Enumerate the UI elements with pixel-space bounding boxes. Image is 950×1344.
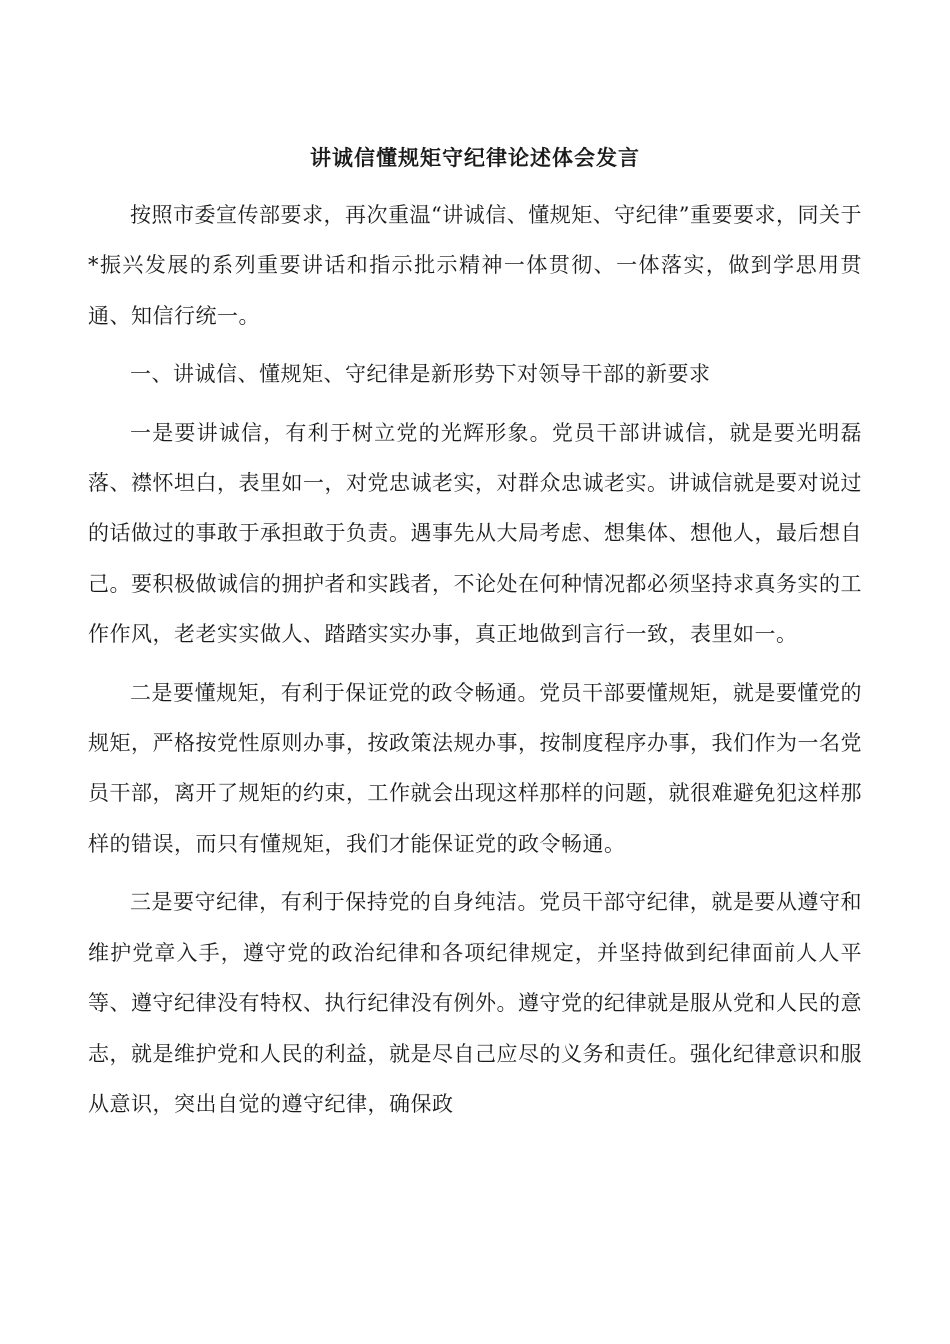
paragraph-gap	[88, 660, 862, 668]
section-heading-1: 一、讲诚信、懂规矩、守纪律是新形势下对领导干部的新要求	[130, 362, 711, 387]
paragraph-gap	[88, 400, 862, 408]
paragraph-gap	[88, 341, 862, 349]
paragraph-gap	[88, 869, 862, 877]
paragraph-rules: 二是要懂规矩，有利于保证党的政令畅通。党员干部要懂规矩，就是要懂党的规矩，严格按党性原则办事，按政策法规办事，按制度程序办事，我们作为一名党员干部，离开了规矩的约束，工作就会出现这样那样的问题，就很难避免犯这样那样的错误，而只有懂规矩，我们才能保证党的政令畅通。	[88, 680, 862, 856]
paragraph-integrity: 一是要讲诚信，有利于树立党的光辉形象。党员干部讲诚信，就是要光明磊落、襟怀坦白，表里如一，对党忠诚老实，对群众忠诚老实。讲诚信就是要对说过的话做过的事敢于承担敢于负责。遇事先从大局考虑、想集体、想他人，最后想自己。要积极做诚信的拥护者和实践者，不论处在何种情况都必须坚持求真务实的工作作风，老老实实做人、踏踏实实办事，真正地做到言行一致，表里如一。	[88, 420, 862, 647]
paragraph-intro: 按照市委宣传部要求，再次重温“讲诚信、懂规矩、守纪律”重要要求，同关于*振兴发展的系列重要讲话和指示批示精神一体贯彻、一体落实，做到学思用贯通、知信行统一。	[88, 203, 862, 328]
paragraph-discipline: 三是要守纪律，有利于保持党的自身纯洁。党员干部守纪律，就是要从遵守和维护党章入手，遵守党的政治纪律和各项纪律规定，并坚持做到纪律面前人人平等、遵守纪律没有特权、执行纪律没有例外。遵守党的纪律就是服从党和人民的意志，就是维护党和人民的利益，就是尽自己应尽的义务和责任。强化纪律意识和服从意识，突出自觉的遵守纪律，确保政	[88, 890, 862, 1116]
document-page	[88, 140, 862, 1129]
document-title: 讲诚信懂规矩守纪律论述体会发言	[310, 145, 640, 170]
